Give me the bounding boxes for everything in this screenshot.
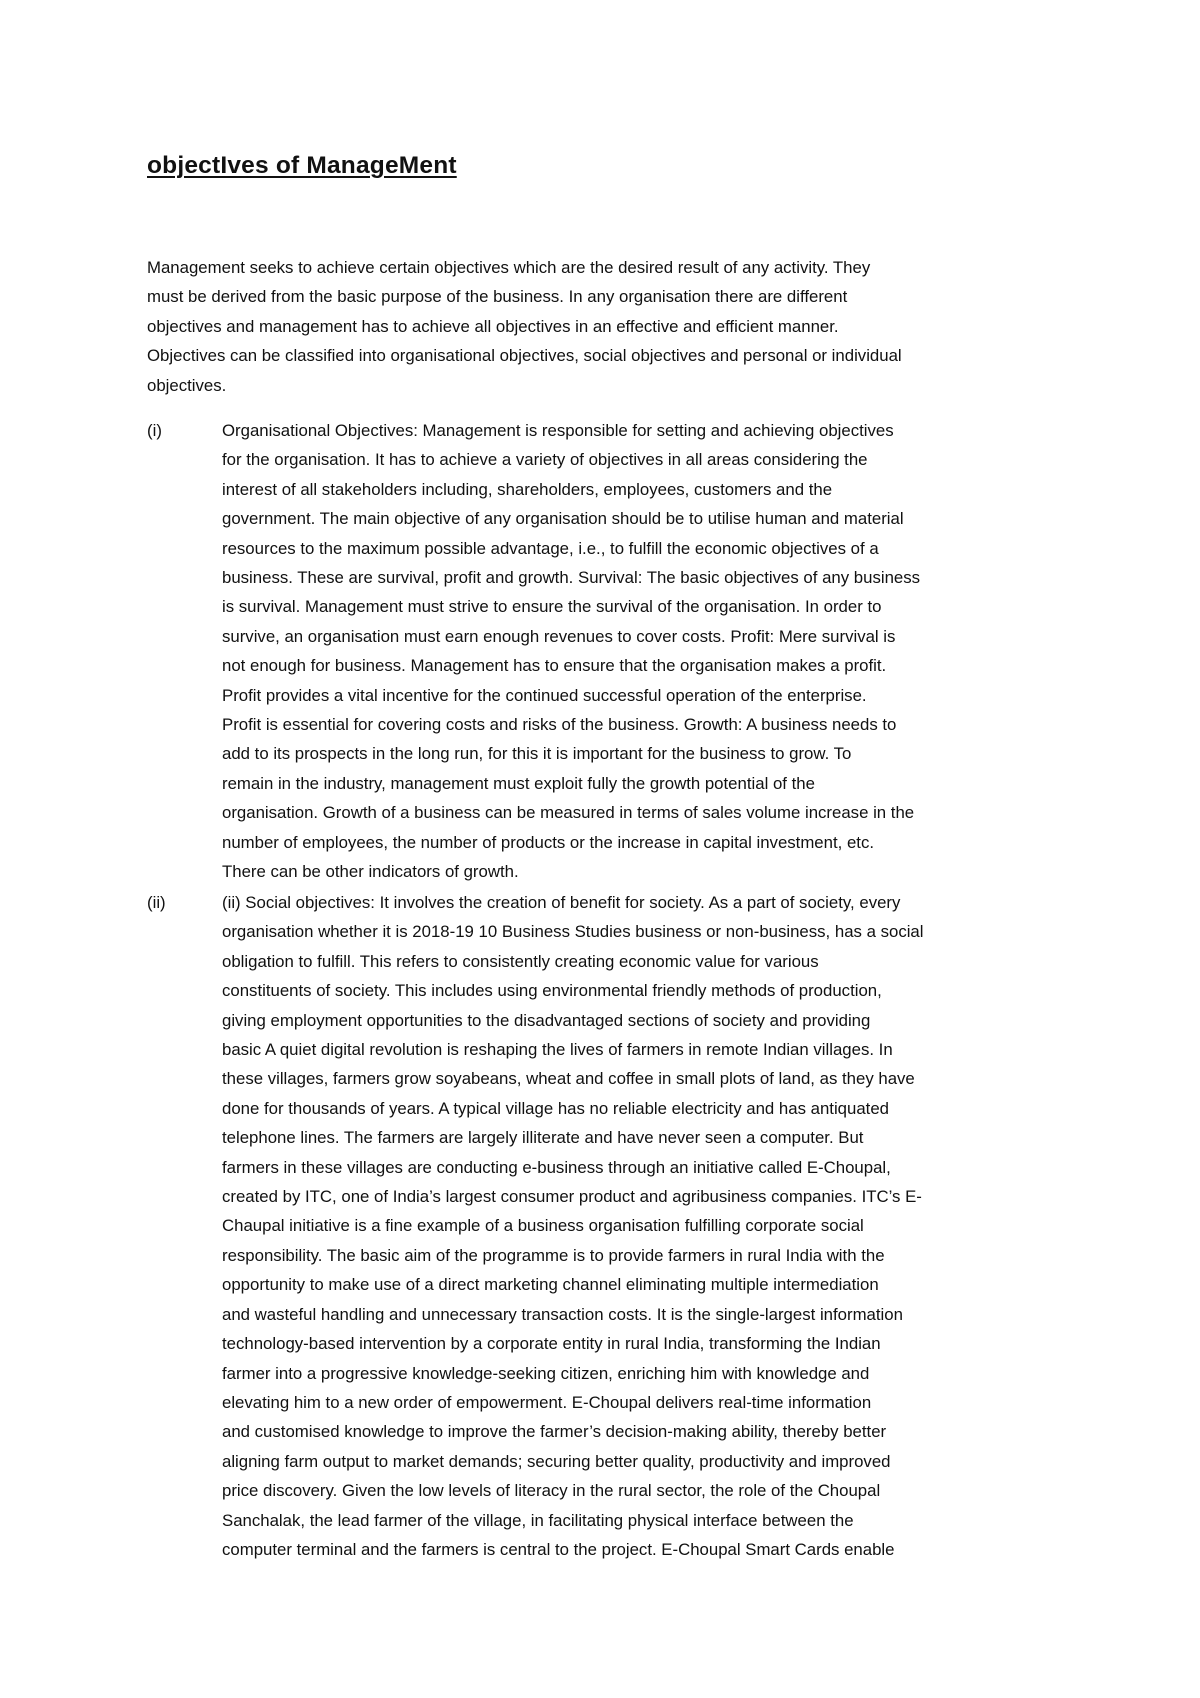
page-title: objectIves of ManageMent (147, 152, 457, 179)
intro-paragraph: Management seeks to achieve certain objectives which are the desired result of any activity. They must be derived from the basic purpose of the business. In any organisation there are different objectives and management has to achieve all objectives in an effective and efficient manner. Objectives can be classified into organisational objectives, social objectives and personal or individual objectives. (147, 258, 902, 395)
list-marker: (i) (147, 421, 162, 440)
list-item-text: (ii) Social objectives: It involves the creation of benefit for society. As a part of society, every organisation whether it is 2018-19 10 Business Studies business or non-business, has a social obligation to fulfill. This refers to consistently creating economic value for various constituents of society. This includes using environmental friendly methods of production, giving employment opportunities to the disadvantaged sections of society and providing basic A quiet digital revolution is reshaping the lives of farmers in remote Indian villages. In these villages, farmers grow soyabeans, wheat and coffee in small plots of land, as they have done for thousands of years. A typical village has no reliable electricity and has antiquated telephone lines. The farmers are largely illiterate and have never seen a computer. But farmers in these villages are conducting e-business through an initiative called E-Choupal, created by ITC, one of India’s largest consumer product and agribusiness companies. ITC’s E- Chaupal initiative is a fine example of a business organisation fulfilling corporate social responsibility. The basic aim of the programme is to provide farmers in rural India with the opportunity to make use of a direct marketing channel eliminating multiple intermediation and wasteful handling and unnecessary transaction costs. It is the single-largest information technology-based intervention by a corporate entity in rural India, transforming the Indian farmer into a progressive knowledge-seeking citizen, enriching him with knowledge and elevating him to a new order of empowerment. E-Choupal delivers real-time information and customised knowledge to improve the farmer’s decision-making ability, thereby better aligning farm output to market demands; securing better quality, productivity and improved price discovery. Given the low levels of literacy in the rural sector, the role of the Choupal Sanchalak, the lead farmer of the village, in facilitating physical interface between the computer terminal and the farmers is central to the project. E-Choupal Smart Cards enable (222, 893, 924, 1559)
list-marker: (ii) (147, 893, 166, 912)
list-item-text: Organisational Objectives: Management is responsible for setting and achieving objectives for the organisation. It has to achieve a variety of objectives in all areas considering the interest of all stakeholders including, shareholders, employees, customers and the government. The main objective of any organisation should be to utilise human and material resources to the maximum possible advantage, i.e., to fulfill the economic objectives of a business. These are survival, profit and growth. Survival: The basic objectives of any business is survival. Management must strive to ensure the survival of the organisation. In order to survive, an organisation must earn enough revenues to cover costs. Profit: Mere survival is not enough for business. Management has to ensure that the organisation makes a profit. Profit provides a vital incentive for the continued successful operation of the enterprise. Profit is essential for covering costs and risks of the business. Growth: A business needs to add to its prospects in the long run, for this it is important for the business to grow. To remain in the industry, management must exploit fully the growth potential of the organisation. Growth of a business can be measured in terms of sales volume increase in the number of employees, the number of products or the increase in capital investment, etc. There can be other indicators of growth. (222, 421, 921, 882)
